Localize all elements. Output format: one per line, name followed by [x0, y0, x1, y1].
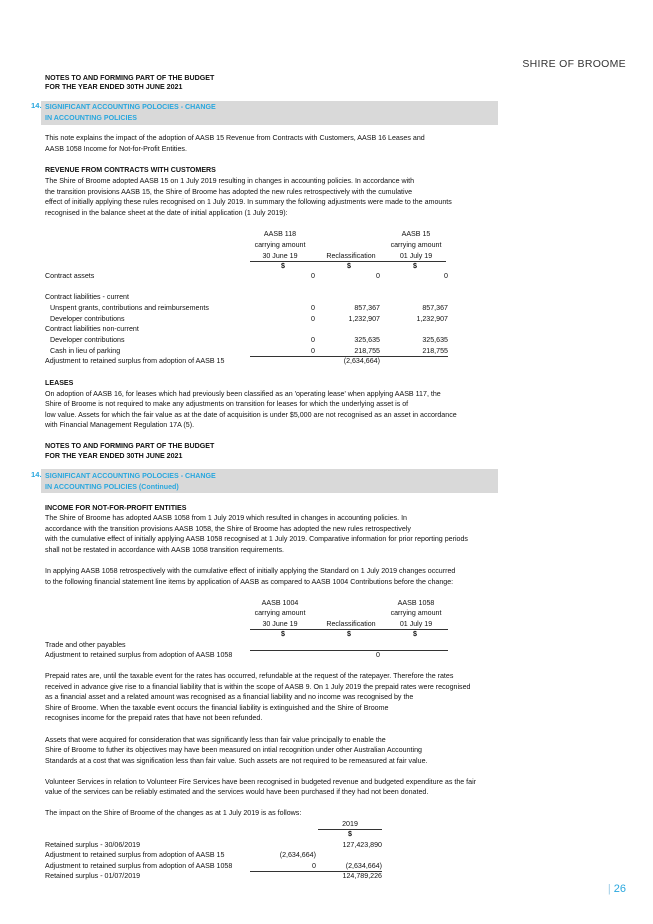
- col2-header: Reclassification: [326, 252, 376, 260]
- col3-header-line: 01 July 19: [399, 620, 433, 628]
- assets-text-line: Standards at a cost that was signification less than fair value. Such assets are not required to be remeasured at fair value.: [45, 757, 428, 765]
- table-cell: 218,755: [354, 347, 380, 355]
- leases-text-line: with Financial Management Regulation 17A (5).: [45, 421, 195, 429]
- nfp-text-line: with the cumulative effect of initially applying AASB 1058 recognised at 1 July 2019. Comparative information for prior reporting periods: [45, 535, 468, 543]
- currency-symbol: $: [413, 262, 417, 270]
- impact-row-label: Adjustment to retained surplus from adoption of AASB 1058: [45, 862, 233, 870]
- revenue-text-line: recognised in the balance sheet at the date of initial application (1 July 2019):: [45, 209, 288, 217]
- table-cell: 1,232,907: [348, 315, 380, 323]
- impact-mid: (2,634,664): [279, 851, 316, 859]
- table-row-label: Trade and other payables: [45, 641, 126, 649]
- intro-line: This note explains the impact of the adoption of AASB 15 Revenue from Contracts with Customers, AASB 16 Leases and: [45, 134, 425, 142]
- currency-symbol: $: [281, 630, 285, 638]
- col3-header-line: carrying amount: [390, 609, 442, 617]
- col1-header-line: 30 June 19: [262, 620, 298, 628]
- impact-year: 2019: [342, 820, 358, 828]
- table-cell: 218,755: [422, 347, 448, 355]
- table-cell: (2,634,664): [343, 357, 380, 365]
- col1-header-line: AASB 1004: [261, 599, 299, 607]
- impact-value: (2,634,664): [345, 862, 382, 870]
- notes-title-line1: NOTES TO AND FORMING PART OF THE BUDGET: [45, 74, 215, 82]
- table-cell: 0: [311, 315, 315, 323]
- assets-text-line: Assets that were acquired for consideration that was significantly less than fair value principally to enable the: [45, 736, 386, 744]
- table-row-label: Adjustment to retained surplus from adoption of AASB 1058: [45, 651, 233, 659]
- applying-text-line: In applying AASB 1058 retrospectively with the cumulative effect of initially applying the Standard on 1 July 2019 changes occurred: [45, 567, 456, 575]
- currency-symbol: $: [347, 262, 351, 270]
- table-cell: 857,367: [422, 304, 448, 312]
- col3-header-line: AASB 15: [401, 230, 431, 238]
- col3-header-line: AASB 1058: [397, 599, 435, 607]
- table-row-label: Developer contributions: [50, 336, 125, 344]
- col1-header-line: AASB 118: [263, 230, 297, 238]
- section-number: 14.: [31, 470, 42, 479]
- section-title-line2: IN ACCOUNTING POLICIES (Continued): [45, 483, 179, 491]
- assets-text-line: Shire of Broome to futher its objectives may have been measured on intial recognition under other Australian Accounting: [45, 746, 422, 754]
- col1-header-line: 30 June 19: [262, 252, 298, 260]
- col3-header-line: carrying amount: [390, 241, 442, 249]
- impact-row-label: Adjustment to retained surplus from adoption of AASB 15: [45, 851, 225, 859]
- section-number: 14.: [31, 101, 42, 110]
- table-row-label: Contract liabilities non-current: [45, 325, 139, 333]
- col2-header: Reclassification: [326, 620, 376, 628]
- impact-value: 127,423,890: [342, 841, 382, 849]
- section-title-line1: SIGNIFICANT ACCOUNTING POLOCIES - CHANGE: [45, 103, 216, 111]
- table-cell: 0: [311, 272, 315, 280]
- table-cell: 325,635: [354, 336, 380, 344]
- table-row-label: Adjustment to retained surplus from adoption of AASB 15: [45, 357, 225, 365]
- currency-symbol: $: [347, 630, 351, 638]
- table-row-label: Contract assets: [45, 272, 95, 280]
- table-cell: 857,367: [354, 304, 380, 312]
- leases-text-line: low value. Assets for which the fair value as at the date of acquisition is under $5,000 are not recognised as an asset in accordance: [45, 411, 457, 419]
- table-row-label: Unspent grants, contributions and reimbursements: [50, 304, 209, 312]
- impact-value: 124,789,226: [342, 872, 382, 880]
- page-separator: |: [607, 883, 611, 895]
- impact-mid: 0: [312, 862, 316, 870]
- table-cell: 0: [311, 347, 315, 355]
- table-row-label: Developer contributions: [50, 315, 125, 323]
- section-title-line1: SIGNIFICANT ACCOUNTING POLOCIES - CHANGE: [45, 472, 216, 480]
- nfp-heading: INCOME FOR NOT-FOR-PROFIT ENTITIES: [45, 504, 187, 512]
- currency-symbol: $: [281, 262, 285, 270]
- table-cell: 0: [444, 272, 448, 280]
- page-number-block: [608, 883, 626, 895]
- revenue-text-line: The Shire of Broome adopted AASB 15 on 1 July 2019 resulting in changes in accounting policies. In accordance with: [45, 177, 415, 185]
- leases-heading: LEASES: [45, 379, 74, 387]
- applying-text-line: to the following financial statement line items by application of AASB as compared to AASB 1004 Contributions before the change:: [45, 578, 454, 586]
- currency-symbol: $: [348, 830, 352, 838]
- impact-intro: The impact on the Shire of Broome of the changes as at 1 July 2019 is as follows:: [45, 809, 302, 817]
- table-cell: 1,232,907: [416, 315, 448, 323]
- notes-title-line2: FOR THE YEAR ENDED 30TH JUNE 2021: [45, 83, 183, 91]
- table-cell: 0: [376, 651, 380, 659]
- table-cell: 0: [311, 304, 315, 312]
- notes-title-line1: NOTES TO AND FORMING PART OF THE BUDGET: [45, 442, 215, 450]
- prepaid-text-line: Prepaid rates are, until the taxable event for the rates has occurred, refundable at the request of the ratepayer. Therefore the rates: [45, 672, 454, 680]
- col1-header-line: carrying amount: [254, 241, 306, 249]
- table-cell: 325,635: [422, 336, 448, 344]
- leases-text-line: Shire of Broome is not required to make any adjustments on transition for leases for which the underlying asset is of: [45, 400, 409, 408]
- table-cell: 0: [311, 336, 315, 344]
- organisation-name: SHIRE OF BROOME: [522, 58, 626, 70]
- impact-row-label: Retained surplus - 01/07/2019: [45, 872, 141, 880]
- section-title-line2: IN ACCOUNTING POLICIES: [45, 114, 137, 122]
- impact-row-label: Retained surplus - 30/06/2019: [45, 841, 141, 849]
- revenue-text-line: the transition provisions AASB 15, the Shire of Broome has adopted the new rules retrospectively with the cumulative: [45, 188, 413, 196]
- revenue-heading: REVENUE FROM CONTRACTS WITH CUSTOMERS: [45, 166, 216, 174]
- intro-line: AASB 1058 Income for Not-for-Profit Entities.: [45, 145, 187, 153]
- notes-title-line2: FOR THE YEAR ENDED 30TH JUNE 2021: [45, 452, 183, 460]
- volunteer-text-line: Volunteer Services in relation to Volunteer Fire Services have been recognised in budgeted revenue and budgeted expenditure as the fair: [45, 778, 477, 786]
- prepaid-text-line: recognises income for the prepaid rates that have not been refunded.: [45, 714, 263, 722]
- table-cell: 0: [376, 272, 380, 280]
- col1-header-line: carrying amount: [254, 609, 306, 617]
- col3-header-line: 01 July 19: [399, 252, 433, 260]
- table-row-label: Contract liabilities - current: [45, 293, 129, 301]
- nfp-text-line: The Shire of Broome has adopted AASB 1058 from 1 July 2019 which resulted in changes in accounting policies. In: [45, 514, 407, 522]
- revenue-text-line: effect of initially applying these rules recognised on 1 July 2019. In summary the following adjustments were made to the amounts: [45, 198, 452, 206]
- prepaid-text-line: received in advance give rise to a financial liability that is within the scope of AASB 9. On 1 July 2019 the prepaid rates were recognised: [45, 683, 471, 691]
- prepaid-text-line: Shire of Broome. When the taxable event occurs the financial liability is extinguished and the Shire of Broome: [45, 704, 389, 712]
- currency-symbol: $: [413, 630, 417, 638]
- nfp-text-line: accordance with the transition provisions AASB 1058, the Shire of Broome has adopted the new rules retrospectively: [45, 525, 411, 533]
- prepaid-text-line: as a financial asset and a related amount was recognised as a financial liability and no income was recognised by the: [45, 693, 414, 701]
- nfp-text-line: shall not be restated in accordance with AASB 1058 transition requirements.: [45, 546, 284, 554]
- table-row-label: Cash in lieu of parking: [50, 347, 121, 355]
- volunteer-text-line: value of the services can be reliably estimated and the services would have been purchased if they had not been donated.: [45, 788, 429, 796]
- page-number: 26: [613, 883, 626, 895]
- leases-text-line: On adoption of AASB 16, for leases which had previously been classified as an 'operating lease' when applying AASB 117, the: [45, 390, 441, 398]
